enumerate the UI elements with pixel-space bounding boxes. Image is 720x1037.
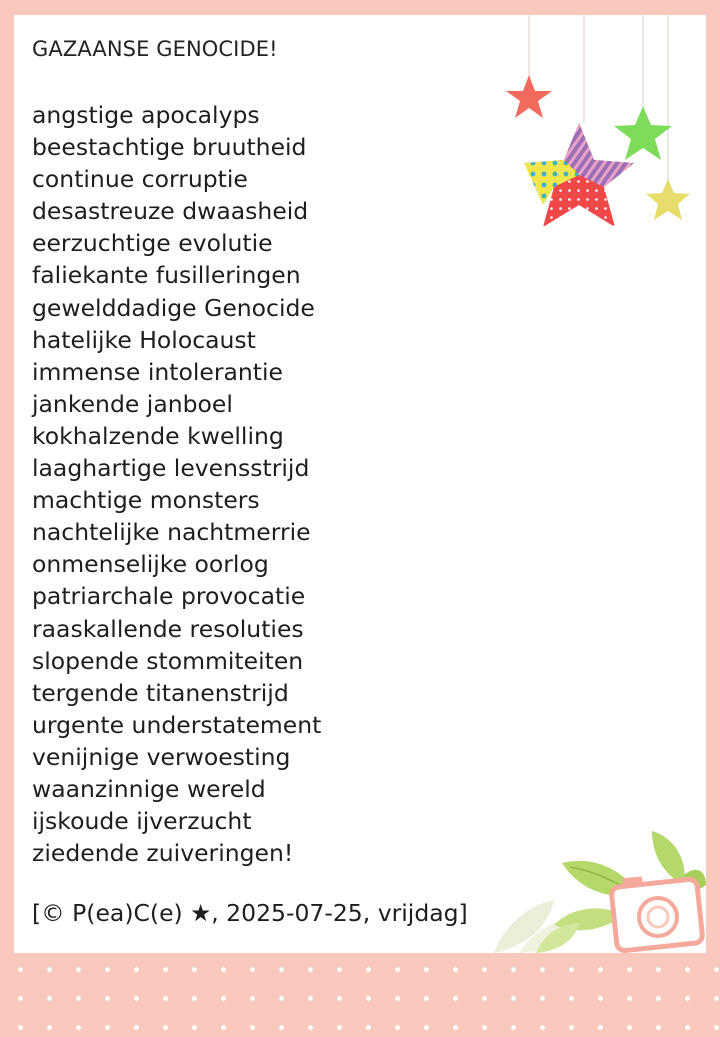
poem-line: eerzuchtige evolutie <box>32 229 273 258</box>
leaves-icon <box>474 805 706 953</box>
poem-lines <box>32 99 321 869</box>
poem-line: ziedende zuiveringen! <box>32 839 294 868</box>
poem-card <box>14 15 706 953</box>
poem-line: angstige apocalyps <box>32 101 260 129</box>
poem-line: faliekante fusilleringen <box>32 261 301 290</box>
hanging-stars-icon <box>484 15 706 265</box>
poem-signature: [© P(ea)C(e) ★, 2025-07-25, vrijdag] <box>32 899 468 927</box>
poem-line: patriarchale provocatie <box>32 582 306 611</box>
poem-line: beestachtige bruutheid <box>32 133 307 162</box>
poem-line: nachtelijke nachtmerrie <box>32 518 311 547</box>
camera-icon <box>611 876 703 951</box>
poem-line: onmenselijke oorlog <box>32 550 269 579</box>
poem-line: machtige monsters <box>32 486 260 515</box>
poem-line: gewelddadige Genocide <box>32 293 315 322</box>
poem-line: jankende janboel <box>32 389 233 418</box>
poem-line: ijskoude ijverzucht <box>32 807 252 836</box>
poem-line: raaskallende resoluties <box>32 614 304 643</box>
poem-line: laaghartige levensstrijd <box>32 454 310 483</box>
poem-line: kokhalzende kwelling <box>32 421 284 450</box>
poem-line: hatelijke Holocaust <box>32 325 256 354</box>
poem-line: immense intolerantie <box>32 357 283 386</box>
poem-line: venijnige verwoesting <box>32 742 291 771</box>
poem-line: waanzinnige wereld <box>32 774 266 803</box>
poem-title: GAZAANSE GENOCIDE! <box>32 37 278 61</box>
poem-line: urgente understatement <box>32 710 322 739</box>
poem-line: slopende stommiteiten <box>32 646 304 675</box>
poem-line: continue corruptie <box>32 165 248 194</box>
poem-line: desastreuze dwaasheid <box>32 197 309 226</box>
poem-line: tergende titanenstrijd <box>32 678 289 707</box>
